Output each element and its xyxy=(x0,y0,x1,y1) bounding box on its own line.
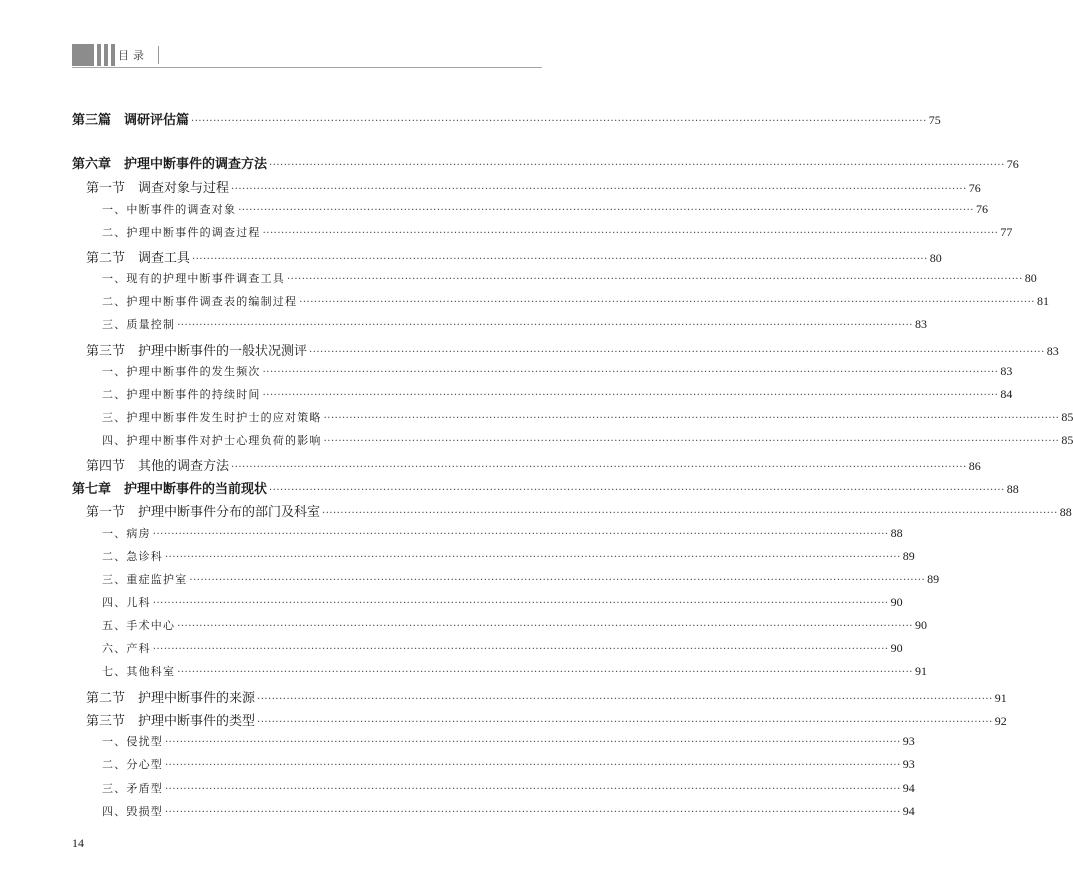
toc-entry-label: 四、护理中断事件对护士心理负荷的影响 xyxy=(102,434,322,447)
toc-leader-dots: ········································································································································································································ xyxy=(269,160,1005,171)
toc-entry-chap xyxy=(72,153,1019,173)
toc-leader-dots: ········································································································································································································ xyxy=(177,667,913,678)
toc-entry-item xyxy=(72,594,903,614)
toc-entry-page: 89 xyxy=(927,572,940,586)
toc-entry-sect xyxy=(72,177,981,197)
toc-entry-label: 一、病房 xyxy=(102,527,151,540)
toc-entry-page: 77 xyxy=(1000,225,1013,239)
toc-entry-page: 84 xyxy=(1000,387,1013,401)
toc-entry-label: 三、重症监护室 xyxy=(102,573,188,586)
toc-entry-page: 91 xyxy=(994,691,1007,705)
toc-leader-dots: ········································································································································································································ xyxy=(323,413,1060,424)
toc-entry-part xyxy=(72,109,941,129)
toc-entry-label: 第七章 护理中断事件的当前现状 xyxy=(72,482,268,497)
toc-entry-item xyxy=(72,640,903,660)
toc-leader-dots: ········································································································································································································ xyxy=(257,717,993,728)
toc-entry-item xyxy=(72,270,1037,290)
toc-leader-dots: ········································································································································································································ xyxy=(177,621,913,632)
toc-entry-label: 七、其他科室 xyxy=(102,665,176,678)
toc-entry-label: 三、质量控制 xyxy=(102,318,176,331)
toc-leader-dots: ········································································································································································································ xyxy=(189,575,926,586)
toc-leader-dots: ········································································································································································································ xyxy=(165,807,901,818)
toc-entry-item xyxy=(72,571,940,591)
toc-entry-item xyxy=(72,386,1013,406)
toc-entry-label: 第二节 调查工具 xyxy=(86,251,191,266)
toc-entry-label: 六、产科 xyxy=(102,642,151,655)
toc-leader-dots: ········································································································································································································ xyxy=(165,552,901,563)
toc-entry-item xyxy=(72,293,1049,313)
toc-entry-sect xyxy=(72,340,1059,360)
toc-entry-label: 一、中断事件的调查对象 xyxy=(102,203,237,216)
toc-entry-label: 二、护理中断事件的调查过程 xyxy=(102,226,261,239)
header-rule xyxy=(72,67,542,68)
toc-entry-label: 一、护理中断事件的发生频次 xyxy=(102,365,261,378)
toc-entry-label: 第三节 护理中断事件的类型 xyxy=(86,714,256,729)
toc-entry-label: 第一节 调查对象与过程 xyxy=(86,181,230,196)
toc-entry-sect xyxy=(72,710,1007,730)
toc-entry-page: 91 xyxy=(914,664,927,678)
toc-leader-dots: ········································································································································································································ xyxy=(192,254,928,265)
toc-leader-dots: ········································································································································································································ xyxy=(299,297,1035,308)
toc-leader-dots: ········································································································································································································ xyxy=(309,347,1045,358)
toc-leader-dots: ········································································································································································································ xyxy=(287,274,1023,285)
toc-leader-dots: ········································································································································································································ xyxy=(262,390,999,401)
toc-entry-item xyxy=(72,224,1013,244)
toc-entry-label: 三、护理中断事件发生时护士的应对策略 xyxy=(102,411,322,424)
toc-entry-item xyxy=(72,201,988,221)
toc-entry-page: 75 xyxy=(928,113,941,127)
toc-entry-page: 83 xyxy=(1000,364,1013,378)
toc-leader-dots: ········································································································································································································ xyxy=(177,320,913,331)
toc-entry-page: 90 xyxy=(890,595,903,609)
toc-entry-page: 92 xyxy=(994,714,1007,728)
toc-entry-label: 第二节 护理中断事件的来源 xyxy=(86,691,256,706)
toc-entry-page: 83 xyxy=(914,317,927,331)
toc-entry-page: 94 xyxy=(902,804,915,818)
toc-leader-dots: ········································································································································································································ xyxy=(257,694,993,705)
toc-entry-page: 83 xyxy=(1046,344,1059,358)
toc-entry-sect xyxy=(72,455,981,475)
toc-entry-label: 三、矛盾型 xyxy=(102,782,163,795)
toc-entry-page: 94 xyxy=(902,781,915,795)
toc-leader-dots: ········································································································································································································ xyxy=(152,529,889,540)
page-number: 14 xyxy=(72,836,84,850)
toc-entry-page: 85 xyxy=(1061,410,1073,424)
toc-leader-dots: ········································································································································································································ xyxy=(165,737,901,748)
toc-entry-item xyxy=(72,548,915,568)
toc-entry-label: 第三节 护理中断事件的一般状况测评 xyxy=(86,344,308,359)
toc-entry-page: 86 xyxy=(968,459,981,473)
toc-entry-item xyxy=(72,756,915,776)
toc-entry-sect xyxy=(72,687,1007,707)
toc-entry-label: 第六章 护理中断事件的调查方法 xyxy=(72,157,268,172)
toc-entry-item xyxy=(72,617,927,637)
toc-leader-dots: ········································································································································································································ xyxy=(165,784,901,795)
toc-entry-item xyxy=(72,432,1073,452)
toc-entry-label: 二、护理中断事件的持续时间 xyxy=(102,388,261,401)
toc-leader-dots: ········································································································································································································ xyxy=(152,644,889,655)
toc-entry-sect xyxy=(72,501,1072,521)
toc-entry-page: 76 xyxy=(975,202,988,216)
toc-leader-dots: ········································································································································································································ xyxy=(262,367,999,378)
toc-entry-label: 二、分心型 xyxy=(102,758,163,771)
toc-entry-page: 90 xyxy=(914,618,927,632)
toc-entry-item xyxy=(72,525,903,545)
toc-entry-page: 80 xyxy=(929,251,942,265)
toc-entry-label: 第一节 护理中断事件分布的部门及科室 xyxy=(86,505,321,520)
toc-entry-page: 90 xyxy=(890,641,903,655)
toc-leader-dots: ········································································································································································································ xyxy=(231,462,967,473)
header-title: 目录 xyxy=(118,49,148,62)
toc-entry-label: 五、手术中心 xyxy=(102,619,176,632)
toc-entry-page: 85 xyxy=(1061,433,1073,447)
toc-entry-page: 80 xyxy=(1024,271,1037,285)
toc-entry-label: 一、现有的护理中断事件调查工具 xyxy=(102,272,285,285)
running-header xyxy=(72,44,542,68)
toc-entry-item xyxy=(72,663,927,683)
toc-entry-page: 93 xyxy=(902,734,915,748)
toc-leader-dots: ········································································································································································································ xyxy=(152,598,889,609)
toc-leader-dots: ········································································································································································································ xyxy=(231,184,967,195)
toc-leader-dots: ········································································································································································································ xyxy=(322,508,1058,519)
toc-entry-label: 第四节 其他的调查方法 xyxy=(86,459,230,474)
toc-entry-item xyxy=(72,803,915,823)
toc-entry-label: 二、急诊科 xyxy=(102,550,163,563)
toc-entry-item xyxy=(72,409,1073,429)
toc-entry-label: 二、护理中断事件调查表的编制过程 xyxy=(102,295,298,308)
header-separator xyxy=(158,46,159,64)
toc-entry-page: 89 xyxy=(902,549,915,563)
toc-entry-page: 76 xyxy=(968,181,981,195)
toc-entry-item xyxy=(72,363,1013,383)
toc-entry-label: 四、毁损型 xyxy=(102,805,163,818)
toc-entry-item xyxy=(72,780,915,800)
toc-leader-dots: ········································································································································································································ xyxy=(191,116,927,127)
toc-entry-label: 四、儿科 xyxy=(102,596,151,609)
toc-entry-chap xyxy=(72,478,1019,498)
toc-leader-dots: ········································································································································································································ xyxy=(262,228,999,239)
toc-entry-sect xyxy=(72,247,942,267)
toc-entry-item xyxy=(72,316,927,336)
toc-entry-label: 一、侵扰型 xyxy=(102,735,163,748)
toc-leader-dots: ········································································································································································································ xyxy=(269,485,1005,496)
toc-leader-dots: ········································································································································································································ xyxy=(165,760,901,771)
toc-entry-item xyxy=(72,733,915,753)
toc-entry-page: 93 xyxy=(902,757,915,771)
toc-entry-page: 88 xyxy=(1006,482,1019,496)
toc-entry-page: 76 xyxy=(1006,157,1019,171)
header-decoration xyxy=(72,44,115,66)
toc-entry-page: 81 xyxy=(1036,294,1049,308)
toc-leader-dots: ········································································································································································································ xyxy=(238,205,974,216)
toc-entry-page: 88 xyxy=(890,526,903,540)
toc-leader-dots: ········································································································································································································ xyxy=(323,436,1060,447)
toc-entry-page: 88 xyxy=(1059,505,1072,519)
toc-entry-label: 第三篇 调研评估篇 xyxy=(72,113,190,128)
